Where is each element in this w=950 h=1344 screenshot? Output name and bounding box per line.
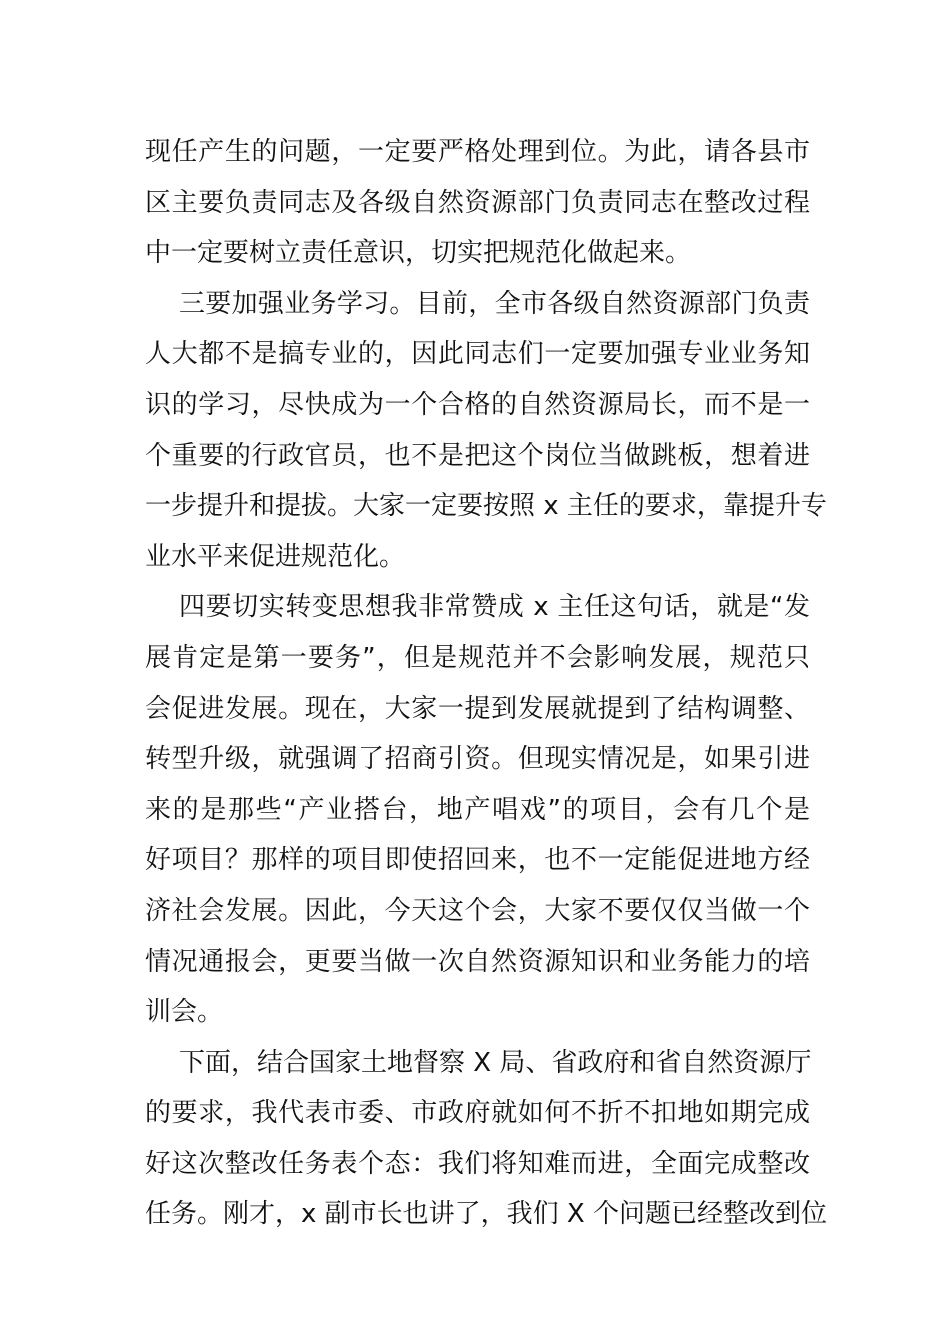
text-line: 现任产生的问题，一定要严格处理到位。为此，请各县市 — [145, 137, 810, 167]
text-line: 来的是那些“产业搭台，地产唱戏”的项目，会有几个是 — [145, 794, 810, 825]
text-line: 业水平来促进规范化。 — [145, 541, 406, 572]
text-line: 济社会发展。因此，今天这个会，大家不要仅仅当做一个 — [145, 895, 810, 926]
text-line: 情况通报会，更要当做一次自然资源知识和业务能力的培 — [145, 946, 810, 977]
text-line: 的要求，我代表市委、市政府就如何不折不扣地如期完成 — [145, 1098, 810, 1129]
text-line: 好项目？那样的项目即使招回来，也不一定能促进地方经 — [145, 845, 810, 876]
body-text — [145, 127, 827, 1240]
text-line: 人大都不是搞专业的，因此同志们一定要加强专业业务知 — [145, 339, 810, 370]
text-line: 会促进发展。现在，大家一提到发展就提到了结构调整、 — [145, 693, 810, 724]
text-line: 下面，结合国家土地督察 X 局、省政府和省自然资源厅 — [179, 1047, 812, 1078]
text-line: 一步提升和提拔。大家一定要按照 x 主任的要求，靠提升专 — [145, 491, 827, 522]
text-line: 个重要的行政官员，也不是把这个岗位当做跳板，想着进 — [145, 440, 810, 471]
text-line: 好这次整改任务表个态：我们将知难而进，全面完成整改 — [145, 1148, 810, 1179]
text-line: 转型升级，就强调了招商引资。但现实情况是，如果引进 — [145, 744, 810, 775]
text-line: 任务。刚才，x 副市长也讲了，我们 X 个问题已经整改到位 — [145, 1199, 827, 1230]
text-line: 区主要负责同志及各级自然资源部门负责同志在整改过程 — [145, 187, 810, 218]
text-line: 四要切实转变思想我非常赞成 x 主任这句话，就是“发 — [179, 592, 810, 623]
text-line: 三要加强业务学习。目前，全市各级自然资源部门负责 — [179, 288, 810, 319]
text-line: 识的学习，尽快成为一个合格的自然资源局长，而不是一 — [145, 389, 810, 420]
text-line: 展肯定是第一要务”，但是规范并不会影响发展，规范只 — [145, 642, 810, 673]
text-line: 中一定要树立责任意识，切实把规范化做起来。 — [145, 238, 692, 269]
text-line: 训会。 — [145, 997, 224, 1028]
